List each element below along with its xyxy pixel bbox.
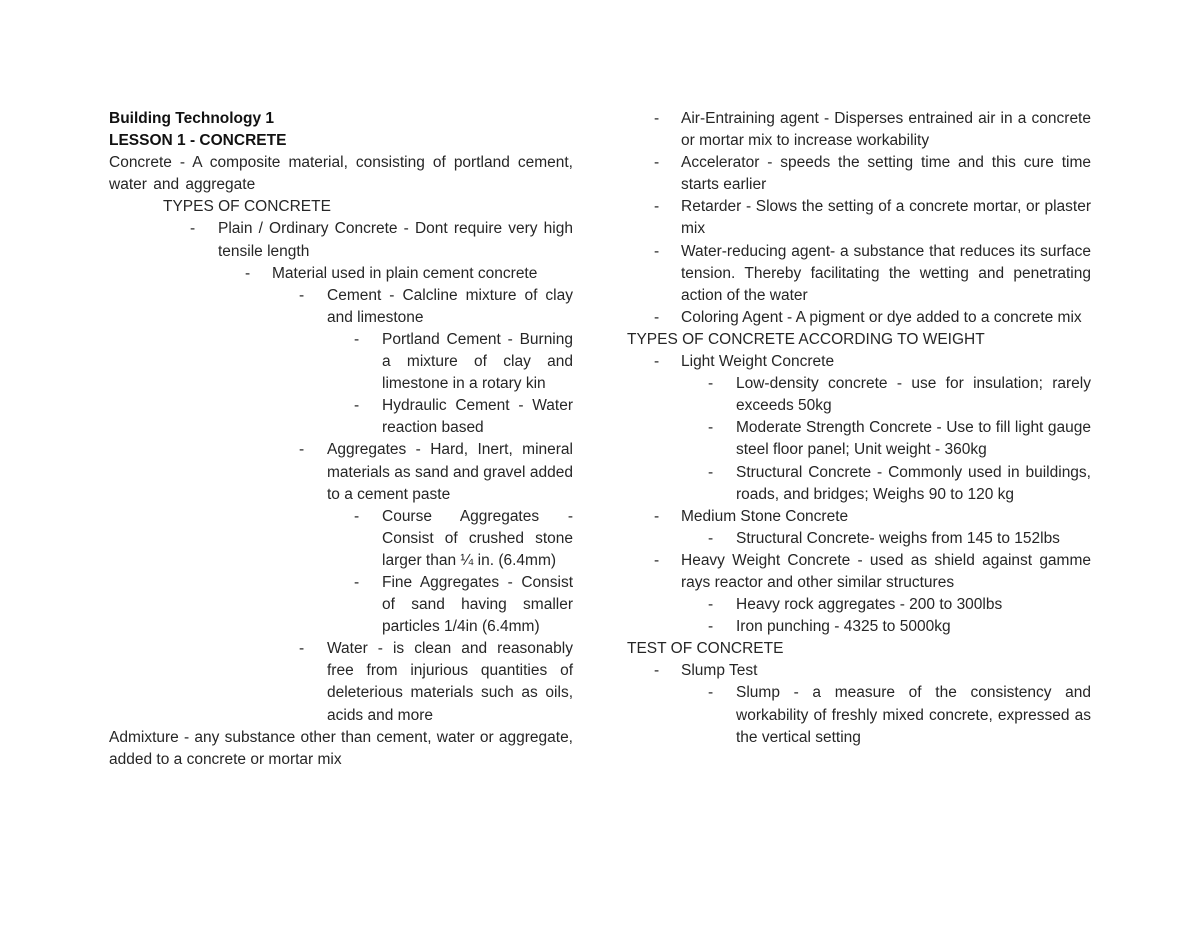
list-item-course-aggregates: - Course Aggregates - Consist of crushed stone larger than ¼ in. (6.4mm) xyxy=(354,507,573,569)
admixture-definition: Admixture - any substance other than cement, water or aggregate, added to a concrete or mortar mix xyxy=(109,728,573,768)
lesson-title: LESSON 1 - CONCRETE xyxy=(109,132,287,150)
list-item-hydraulic-cement: - Hydraulic Cement - Water reaction based xyxy=(354,397,573,437)
list-item-retarder: - Retarder - Slows the setting of a concrete mortar, or plaster mix xyxy=(654,198,1091,238)
course-title: Building Technology 1 xyxy=(109,110,275,127)
list-item-heavy-weight: - Heavy Weight Concrete - used as shield against gamme rays reactor and other similar structures xyxy=(654,551,1091,591)
list-item-material-used: - Material used in plain cement concrete xyxy=(245,264,538,282)
list-item-water-reducing: - Water-reducing agent- a substance that reduces its surface tension. Thereby facilitating the wetting and penetrating action of the water xyxy=(654,242,1091,304)
list-item-light-weight: - Light Weight Concrete xyxy=(654,353,835,371)
weight-heading: TYPES OF CONCRETE ACCORDING TO WEIGHT xyxy=(627,330,985,348)
list-item-heavy-rock: - Heavy rock aggregates - 200 to 300lbs xyxy=(708,596,1003,614)
list-item-structural-medium: - Structural Concrete- weighs from 145 to 152lbs xyxy=(708,529,1060,547)
list-item-plain-concrete: - Plain / Ordinary Concrete - Dont require very high tensile length xyxy=(190,220,573,260)
list-item-medium-stone: - Medium Stone Concrete xyxy=(654,507,849,525)
right-column xyxy=(627,108,1091,749)
left-column xyxy=(109,108,573,771)
types-heading: TYPES OF CONCRETE xyxy=(163,198,331,216)
list-item-iron-punching: - Iron punching - 4325 to 5000kg xyxy=(708,618,951,636)
list-item-moderate-strength: - Moderate Strength Concrete - Use to fill light gauge steel floor panel; Unit weight - 360kg xyxy=(708,419,1091,459)
list-item-structural-concrete: - Structural Concrete - Commonly used in buildings, roads, and bridges; Weighs 90 to 120 kg xyxy=(708,463,1091,503)
list-item-low-density: - Low-density concrete - use for insulation; rarely exceeds 50kg xyxy=(708,375,1091,415)
list-item-aggregates: - Aggregates - Hard, Inert, mineral materials as sand and gravel added to a cement paste xyxy=(299,441,573,503)
list-item-slump: - Slump - a measure of the consistency and workability of freshly mixed concrete, expressed as the vertical setting xyxy=(708,684,1091,746)
test-heading: TEST OF CONCRETE xyxy=(627,640,784,658)
list-item-accelerator: - Accelerator - speeds the setting time and this cure time starts earlier xyxy=(654,154,1091,194)
list-item-air-entraining: - Air-Entraining agent - Disperses entrained air in a concrete or mortar mix to increase workability xyxy=(654,110,1091,150)
list-item-water: - Water - is clean and reasonably free from injurious quantities of deleterious materials such as oils, acids and more xyxy=(299,640,573,724)
list-item-cement: - Cement - Calcline mixture of clay and limestone xyxy=(299,286,573,326)
list-item-portland-cement: - Portland Cement - Burning a mixture of clay and limestone in a rotary kin xyxy=(354,330,573,393)
concrete-definition: Concrete - A composite material, consisting of portland cement, water and aggregate xyxy=(109,154,573,194)
list-item-coloring-agent: - Coloring Agent - A pigment or dye added to a concrete mix xyxy=(654,308,1082,326)
list-item-slump-test: - Slump Test xyxy=(654,662,758,680)
list-item-fine-aggregates: - Fine Aggregates - Consist of sand having smaller particles 1/4in (6.4mm) xyxy=(354,573,573,636)
